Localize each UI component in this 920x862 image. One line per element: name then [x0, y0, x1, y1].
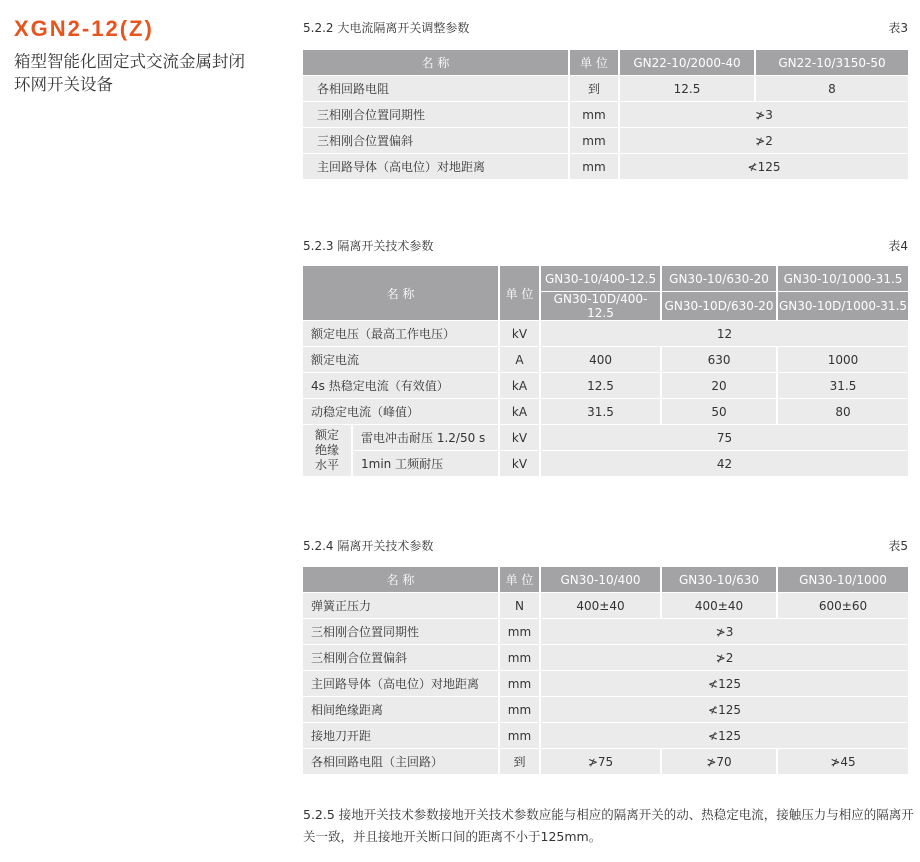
insulation-group-label: 额定 绝缘 水平	[303, 425, 353, 477]
row-name: 1min 工频耐压	[353, 451, 500, 477]
col-header-name: 名 称	[303, 50, 570, 76]
col-header-model: GN30-10/400-12.5	[541, 266, 662, 292]
row-name: 雷电冲击耐压 1.2/50 s	[353, 425, 500, 451]
row-name: 额定电压（最高工作电压）	[303, 321, 500, 347]
table-row	[303, 451, 908, 477]
col-header-model: GN30-10D/400-12.5	[541, 292, 662, 321]
row-value: 630	[662, 347, 778, 373]
row-unit: mm	[570, 128, 620, 154]
section-paragraph: 5.2.5 接地开关技术参数接地开关技术参数应能与相应的隔离开关的动、热稳定电流，接触压力与相应的隔离开关一致，并且接地开关断口间的距离不小于125mm。	[303, 807, 914, 844]
table3	[303, 50, 908, 180]
table5	[303, 567, 908, 775]
table-row	[303, 102, 908, 128]
col-header-model: GN22-10/3150-50	[756, 50, 908, 76]
row-unit: kV	[500, 451, 541, 477]
row-name: 额定电流	[303, 347, 500, 373]
table-row	[303, 128, 908, 154]
row-name: 动稳定电流（峰值）	[303, 399, 500, 425]
row-value: 400±40	[541, 593, 662, 619]
row-value: ≮125	[541, 697, 908, 723]
table-row	[303, 723, 908, 749]
row-unit: mm	[500, 723, 541, 749]
table5-caption: 5.2.4 隔离开关技术参数	[303, 539, 434, 553]
row-name: 相间绝缘距离	[303, 697, 500, 723]
row-unit: mm	[570, 102, 620, 128]
table3-header-row	[303, 50, 908, 76]
table3-heading	[303, 19, 908, 37]
row-name: 主回路导体（高电位）对地距离	[303, 671, 500, 697]
table-row	[303, 671, 908, 697]
table-row	[303, 399, 908, 425]
row-value: ≮125	[541, 723, 908, 749]
row-value: 1000	[778, 347, 908, 373]
table4-header-row	[303, 266, 908, 292]
row-value: ≯3	[620, 102, 908, 128]
row-value: 75	[541, 425, 908, 451]
row-unit: mm	[500, 619, 541, 645]
row-value: 400	[541, 347, 662, 373]
row-name: 接地刀开距	[303, 723, 500, 749]
row-value: ≯70	[662, 749, 778, 775]
row-value: ≯2	[620, 128, 908, 154]
table-row	[303, 347, 908, 373]
row-value: 12.5	[541, 373, 662, 399]
table3-caption: 5.2.2 大电流隔离开关调整参数	[303, 21, 470, 35]
row-value: ≯2	[541, 645, 908, 671]
row-value: 400±40	[662, 593, 778, 619]
row-unit: mm	[500, 645, 541, 671]
table4-heading	[303, 237, 908, 255]
col-header-unit: 单 位	[500, 266, 541, 321]
row-name: 主回路导体（高电位）对地距离	[303, 154, 570, 180]
row-unit: mm	[570, 154, 620, 180]
table4	[303, 266, 908, 477]
table4-number: 表4	[888, 239, 908, 253]
row-value: 31.5	[541, 399, 662, 425]
row-value: ≯45	[778, 749, 908, 775]
col-header-model: GN30-10/1000-31.5	[778, 266, 908, 292]
col-header-name: 名 称	[303, 567, 500, 593]
table-row	[303, 593, 908, 619]
table3-number: 表3	[888, 21, 908, 35]
row-value: 600±60	[778, 593, 908, 619]
row-unit: 到	[570, 76, 620, 102]
row-name: 三相刚合位置偏斜	[303, 128, 570, 154]
col-header-unit: 单 位	[570, 50, 620, 76]
col-header-model: GN30-10/1000	[778, 567, 908, 593]
row-value: 12.5	[620, 76, 756, 102]
col-header-name: 名 称	[303, 266, 500, 321]
row-name: 弹簧正压力	[303, 593, 500, 619]
table-row	[303, 619, 908, 645]
col-header-model: GN22-10/2000-40	[620, 50, 756, 76]
row-value: ≯3	[541, 619, 908, 645]
col-header-unit: 单 位	[500, 567, 541, 593]
row-value: 8	[756, 76, 908, 102]
table-row	[303, 154, 908, 180]
row-unit: 到	[500, 749, 541, 775]
col-header-model: GN30-10/630-20	[662, 266, 778, 292]
table4-caption: 5.2.3 隔离开关技术参数	[303, 239, 434, 253]
row-unit: mm	[500, 697, 541, 723]
row-name: 三相刚合位置同期性	[303, 619, 500, 645]
col-header-model: GN30-10/630	[662, 567, 778, 593]
table5-number: 表5	[888, 539, 908, 553]
col-header-model: GN30-10/400	[541, 567, 662, 593]
table-row	[303, 425, 908, 451]
row-value: 31.5	[778, 373, 908, 399]
row-value: 20	[662, 373, 778, 399]
row-unit: mm	[500, 671, 541, 697]
row-value: ≮125	[620, 154, 908, 180]
row-unit: kV	[500, 425, 541, 451]
row-unit: kA	[500, 399, 541, 425]
table-row	[303, 645, 908, 671]
row-unit: kV	[500, 321, 541, 347]
table5-heading	[303, 537, 908, 555]
table-row	[303, 697, 908, 723]
row-value: 12	[541, 321, 908, 347]
row-name: 三相刚合位置偏斜	[303, 645, 500, 671]
row-value: 80	[778, 399, 908, 425]
table-row	[303, 749, 908, 775]
table-row	[303, 373, 908, 399]
row-name: 4s 热稳定电流（有效值）	[303, 373, 500, 399]
row-name: 各相回路电阻	[303, 76, 570, 102]
row-name: 三相刚合位置同期性	[303, 102, 570, 128]
row-unit: N	[500, 593, 541, 619]
row-value: 50	[662, 399, 778, 425]
row-value: ≯75	[541, 749, 662, 775]
table5-header-row	[303, 567, 908, 593]
row-unit: kA	[500, 373, 541, 399]
col-header-model: GN30-10D/1000-31.5	[778, 292, 908, 321]
row-value: ≮125	[541, 671, 908, 697]
product-title: XGN2-12(Z)	[14, 16, 154, 41]
row-value: 42	[541, 451, 908, 477]
product-subtitle: 箱型智能化固定式交流金属封闭环网开关设备	[14, 52, 245, 94]
row-name: 各相回路电阻（主回路）	[303, 749, 500, 775]
table-row	[303, 321, 908, 347]
row-unit: A	[500, 347, 541, 373]
table-row	[303, 76, 908, 102]
col-header-model: GN30-10D/630-20	[662, 292, 778, 321]
